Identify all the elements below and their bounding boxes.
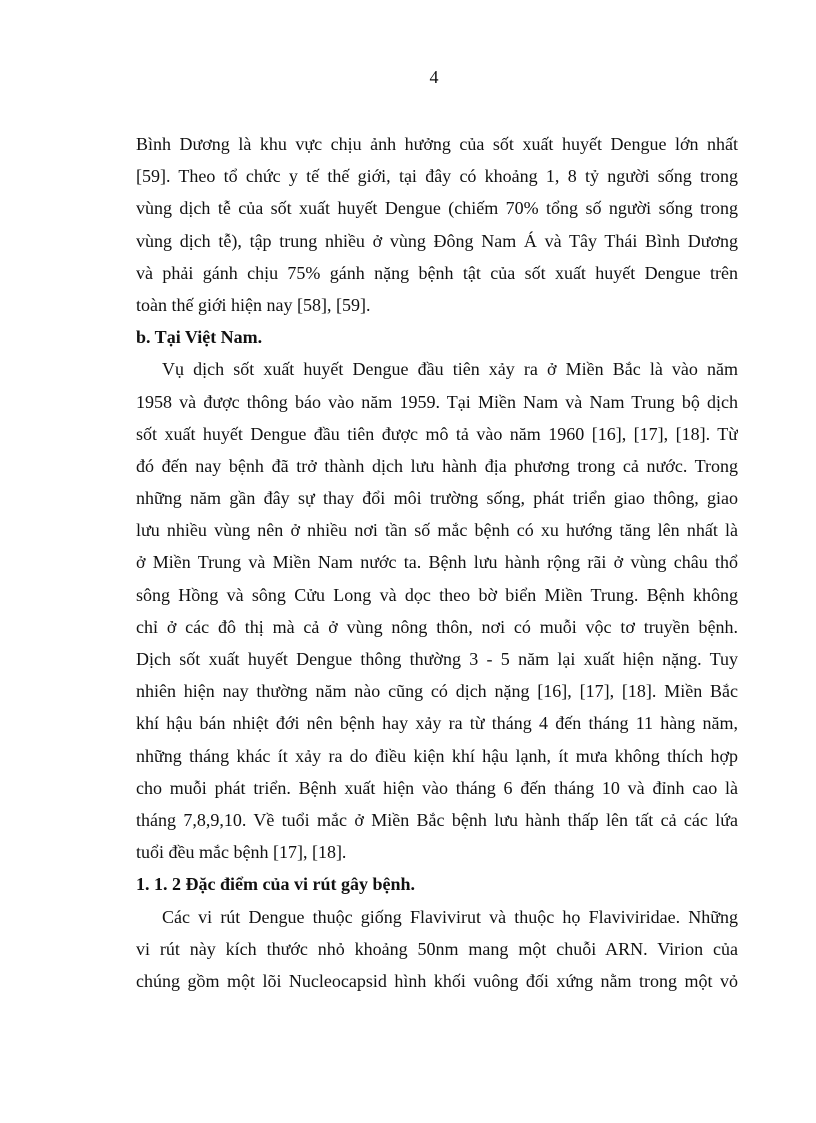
section-heading-vietnam: b. Tại Việt Nam.	[136, 327, 263, 348]
text-line: chúng gồm một lõi Nucleocapsid hình khối vuông đối xứng nằm trong một vỏ	[136, 970, 738, 991]
paragraph-global-situation	[136, 128, 738, 321]
section-heading-virus-characteristics: 1. 1. 2 Đặc điểm của vi rút gây bệnh.	[136, 874, 415, 895]
text-line: nhiên hiện nay thường năm nào cũng có dịch nặng [16], [17], [18]. Miền Bắc	[136, 681, 738, 702]
text-line: Các vi rút Dengue thuộc giống Flavivirut và thuộc họ Flaviviridae. Những	[162, 906, 738, 927]
text-line: và phải gánh chịu 75% gánh nặng bệnh tật của sốt xuất huyết Dengue trên	[136, 262, 738, 283]
text-line: vi rút này kích thước nhỏ khoảng 50nm mang một chuỗi ARN. Virion của	[136, 938, 738, 959]
text-line: tuổi đều mắc bệnh [17], [18].	[136, 842, 347, 863]
text-line: khí hậu bán nhiệt đới nên bệnh hay xảy ra từ tháng 4 đến tháng 11 hàng năm,	[136, 713, 738, 734]
text-line: sông Hồng và sông Cửu Long và dọc theo bờ biển Miền Trung. Bệnh không	[136, 584, 738, 605]
paragraph-vietnam-situation	[136, 353, 738, 868]
text-line: những năm gần đây sự thay đổi môi trường sống, phát triển giao thông, giao	[136, 488, 738, 509]
text-line: 1958 và được thông báo vào năm 1959. Tại Miền Nam và Nam Trung bộ dịch	[136, 391, 738, 412]
text-line: ở Miền Trung và Miền Nam nước ta. Bệnh lưu hành rộng rãi ở vùng châu thổ	[136, 552, 738, 573]
text-line: vùng dịch tễ), tập trung nhiều ở vùng Đông Nam Á và Tây Thái Bình Dương	[136, 230, 738, 251]
text-line: tháng 7,8,9,10. Về tuổi mắc ở Miền Bắc bệnh lưu hành thấp lên tất cả các lứa	[136, 809, 738, 830]
document-body	[136, 128, 738, 997]
text-line: Dịch sốt xuất huyết Dengue thông thường 3 - 5 năm lại xuất hiện nặng. Tuy	[136, 649, 738, 669]
text-line: đó đến nay bệnh đã trở thành dịch lưu hành địa phương trong cả nước. Trong	[136, 455, 738, 476]
text-line: Bình Dương là khu vực chịu ảnh hưởng của sốt xuất huyết Dengue lớn nhất	[136, 134, 738, 154]
text-line: vùng dịch tễ của sốt xuất huyết Dengue (chiếm 70% tổng số người sống trong	[136, 198, 738, 219]
text-line: toàn thế giới hiện nay [58], [59].	[136, 294, 371, 315]
text-line: [59]. Theo tổ chức y tế thế giới, tại đây có khoảng 1, 8 tỷ người sống trong	[136, 166, 738, 187]
text-line: lưu nhiều vùng nên ở nhiều nơi tần số mắc bệnh có xu hướng tăng lên nhất là	[136, 520, 738, 541]
text-line: cho muỗi phát triển. Bệnh xuất hiện vào tháng 6 đến tháng 10 và đỉnh cao là	[136, 777, 738, 798]
text-line: những tháng khác ít xảy ra do điều kiện khí hậu lạnh, ít mưa không thích hợp	[136, 745, 738, 766]
page-number: 4	[429, 67, 439, 87]
text-line: sốt xuất huyết Dengue đầu tiên được mô tả vào năm 1960 [16], [17], [18]. Từ	[136, 423, 738, 444]
paragraph-virus-description	[136, 901, 738, 998]
text-line: Vụ dịch sốt xuất huyết Dengue đầu tiên xảy ra ở Miền Bắc là vào năm	[162, 359, 738, 380]
text-line: chỉ ở các đô thị mà cả ở vùng nông thôn, nơi có muỗi vộc tơ truyền bệnh.	[136, 616, 738, 637]
